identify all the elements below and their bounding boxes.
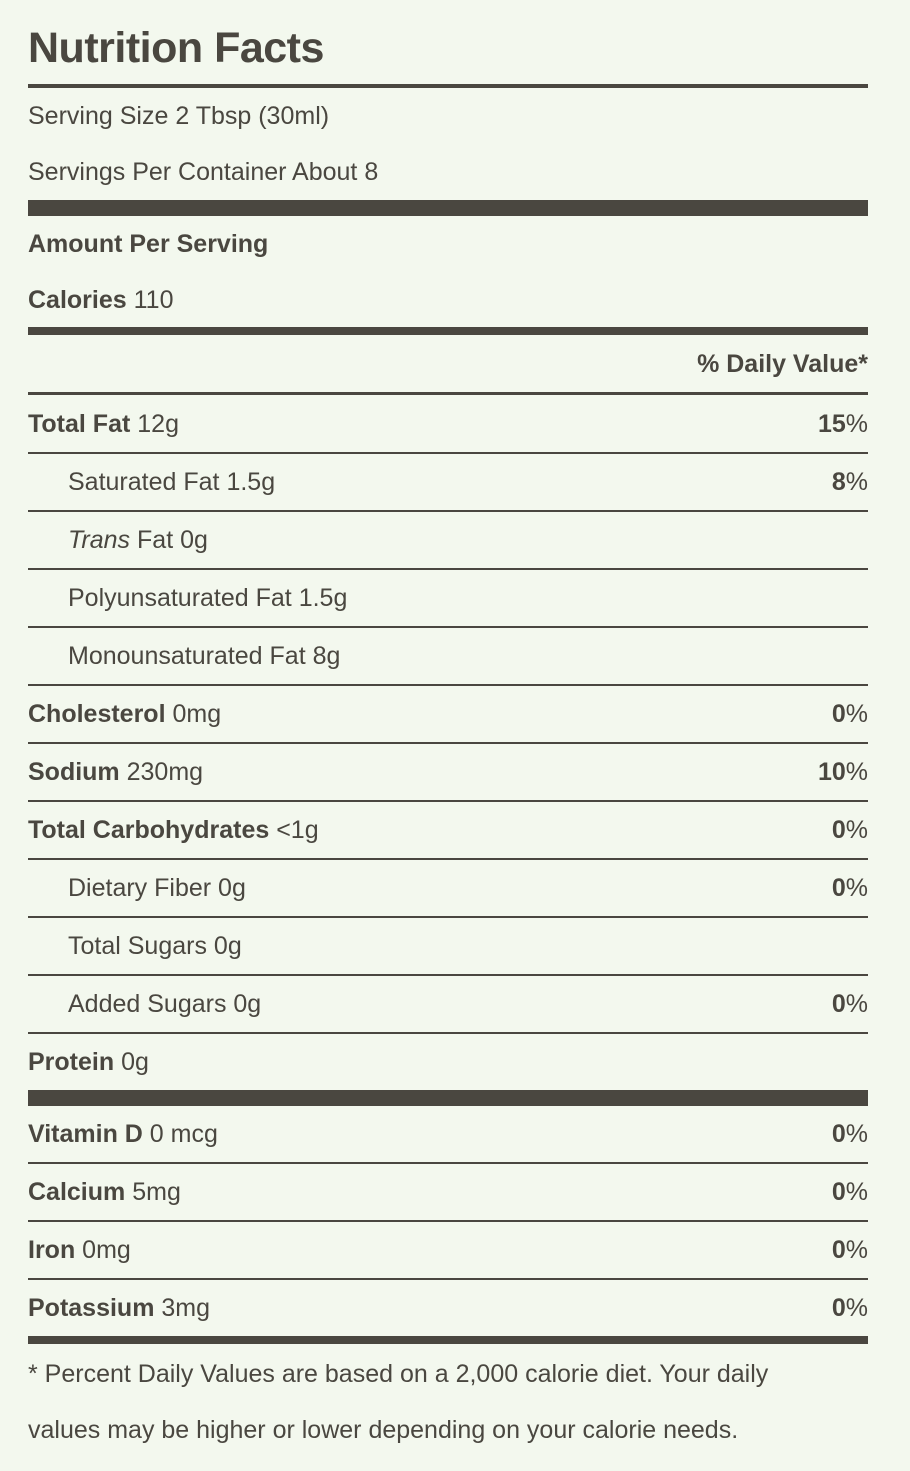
total-carbohydrates-pct-sign: % — [845, 816, 868, 844]
vitamin-d-pct: 0 — [831, 1120, 846, 1148]
calories — [28, 285, 173, 315]
nutrient-row-cholesterol — [28, 699, 868, 729]
added-sugars-pct-sign: % — [845, 990, 868, 1018]
saturated-fat-pct-sign: % — [845, 468, 868, 496]
added-sugars-label: Added Sugars — [68, 990, 227, 1018]
servings-per-container — [28, 157, 378, 187]
row-divider — [28, 1162, 868, 1164]
trans-fat-label: Trans — [68, 526, 131, 554]
sodium-label: Sodium — [28, 758, 120, 786]
sodium-pct: 10 — [817, 758, 846, 786]
amount-per-serving — [28, 229, 268, 259]
vitamin-d-pct-sign: % — [845, 1120, 868, 1148]
footnote-line-1: * Percent Daily Values are based on a 2,000 calorie diet. Your daily — [28, 1360, 769, 1388]
total-carbohydrates-pct: 0 — [831, 816, 846, 844]
vitamin-row-potassium — [28, 1293, 868, 1323]
nutrient-row-monounsaturated-fat — [28, 641, 868, 671]
row-divider — [28, 452, 868, 454]
cholesterol-amount: 0mg — [172, 700, 222, 728]
nutrient-row-dietary-fiber — [28, 873, 868, 903]
monounsaturated-fat-amount: 8g — [312, 642, 341, 670]
daily-value-header-text: % Daily Value* — [697, 350, 868, 378]
vitamin-row-iron — [28, 1235, 868, 1265]
cholesterol-pct: 0 — [831, 700, 846, 728]
total-fat-amount: 12g — [137, 410, 179, 438]
dietary-fiber-amount: 0g — [218, 874, 246, 902]
calories-rule — [28, 327, 868, 335]
vitamin-row-vitamin-d — [28, 1119, 868, 1149]
total-sugars-label: Total Sugars — [68, 932, 207, 960]
polyunsaturated-fat-amount: 1.5g — [298, 584, 348, 612]
cholesterol-label: Cholesterol — [28, 700, 166, 728]
trans-fat-amount: 0g — [180, 526, 208, 554]
total-carbohydrates-amount: <1g — [276, 816, 319, 844]
serving-size-label: Serving Size — [28, 102, 169, 130]
vitamin-d-amount: 0 mcg — [149, 1120, 218, 1148]
title-rule — [28, 84, 868, 88]
nutrient-row-polyunsaturated-fat — [28, 583, 868, 613]
cholesterol-pct-sign: % — [845, 700, 868, 728]
row-divider — [28, 1278, 868, 1280]
total-fat-pct: 15 — [817, 410, 846, 438]
trans-fat-suffix: Fat — [137, 526, 174, 554]
row-divider — [28, 1220, 868, 1222]
iron-amount: 0mg — [82, 1236, 131, 1264]
calcium-pct-sign: % — [845, 1178, 868, 1206]
total-sugars-amount: 0g — [213, 932, 242, 960]
row-divider — [28, 742, 868, 744]
added-sugars-pct: 0 — [831, 990, 846, 1018]
nutrient-row-total-fat — [28, 409, 868, 439]
protein-label: Protein — [28, 1048, 115, 1076]
serving-size-value: 2 Tbsp (30ml) — [175, 102, 330, 130]
footnote-line-2: values may be higher or lower depending on your calorie needs. — [28, 1416, 739, 1444]
saturated-fat-amount: 1.5g — [226, 468, 276, 496]
row-divider — [28, 974, 868, 976]
daily-value-header-label — [697, 349, 868, 379]
iron-pct: 0 — [831, 1236, 846, 1264]
dietary-fiber-pct: 0 — [831, 874, 846, 902]
vitamin-row-calcium — [28, 1177, 868, 1207]
servings-per-container-label: Servings Per Container — [28, 158, 287, 186]
footnote-rule — [28, 1336, 868, 1344]
saturated-fat-pct: 8 — [831, 468, 846, 496]
potassium-amount: 3mg — [161, 1294, 211, 1322]
row-divider — [28, 568, 868, 570]
nutrient-row-total-carbohydrates — [28, 815, 868, 845]
row-divider — [28, 858, 868, 860]
nutrient-row-added-sugars — [28, 989, 868, 1019]
calories-value: 110 — [133, 286, 174, 314]
thick-rule-top — [28, 200, 868, 216]
potassium-label: Potassium — [28, 1294, 155, 1322]
vitamin-d-label: Vitamin D — [28, 1120, 143, 1148]
sodium-amount: 230mg — [126, 758, 204, 786]
iron-label: Iron — [28, 1236, 76, 1264]
iron-pct-sign: % — [845, 1236, 868, 1264]
row-divider — [28, 1032, 868, 1034]
calories-label: Calories — [28, 286, 127, 314]
nutrition-facts-title: Nutrition Facts — [28, 24, 324, 72]
nutrient-row-sodium — [28, 757, 868, 787]
thick-rule-vitamins — [28, 1090, 868, 1106]
protein-amount: 0g — [121, 1048, 149, 1076]
header-rule — [28, 392, 868, 395]
amount-per-serving-label: Amount Per Serving — [28, 230, 269, 258]
servings-per-container-value: About 8 — [292, 158, 379, 186]
sodium-pct-sign: % — [845, 758, 868, 786]
calcium-pct: 0 — [831, 1178, 846, 1206]
daily-value-header — [28, 349, 868, 379]
nutrient-row-protein — [28, 1047, 868, 1077]
potassium-pct-sign: % — [845, 1294, 868, 1322]
serving-size — [28, 101, 329, 131]
total-fat-label: Total Fat — [28, 410, 131, 438]
potassium-pct: 0 — [831, 1294, 846, 1322]
total-carbohydrates-label: Total Carbohydrates — [28, 816, 270, 844]
added-sugars-amount: 0g — [233, 990, 262, 1018]
polyunsaturated-fat-label: Polyunsaturated Fat — [68, 584, 292, 612]
row-divider — [28, 684, 868, 686]
dietary-fiber-label: Dietary Fiber — [68, 874, 212, 902]
nutrient-row-trans-fat — [28, 525, 868, 555]
dietary-fiber-pct-sign: % — [845, 874, 868, 902]
total-fat-pct-sign: % — [845, 410, 868, 438]
row-divider — [28, 626, 868, 628]
monounsaturated-fat-label: Monounsaturated Fat — [68, 642, 306, 670]
row-divider — [28, 510, 868, 512]
row-divider — [28, 800, 868, 802]
saturated-fat-label: Saturated Fat — [68, 468, 220, 496]
row-divider — [28, 916, 868, 918]
calcium-amount: 5mg — [132, 1178, 181, 1206]
nutrient-row-total-sugars — [28, 931, 868, 961]
calcium-label: Calcium — [28, 1178, 126, 1206]
nutrient-row-saturated-fat — [28, 467, 868, 497]
